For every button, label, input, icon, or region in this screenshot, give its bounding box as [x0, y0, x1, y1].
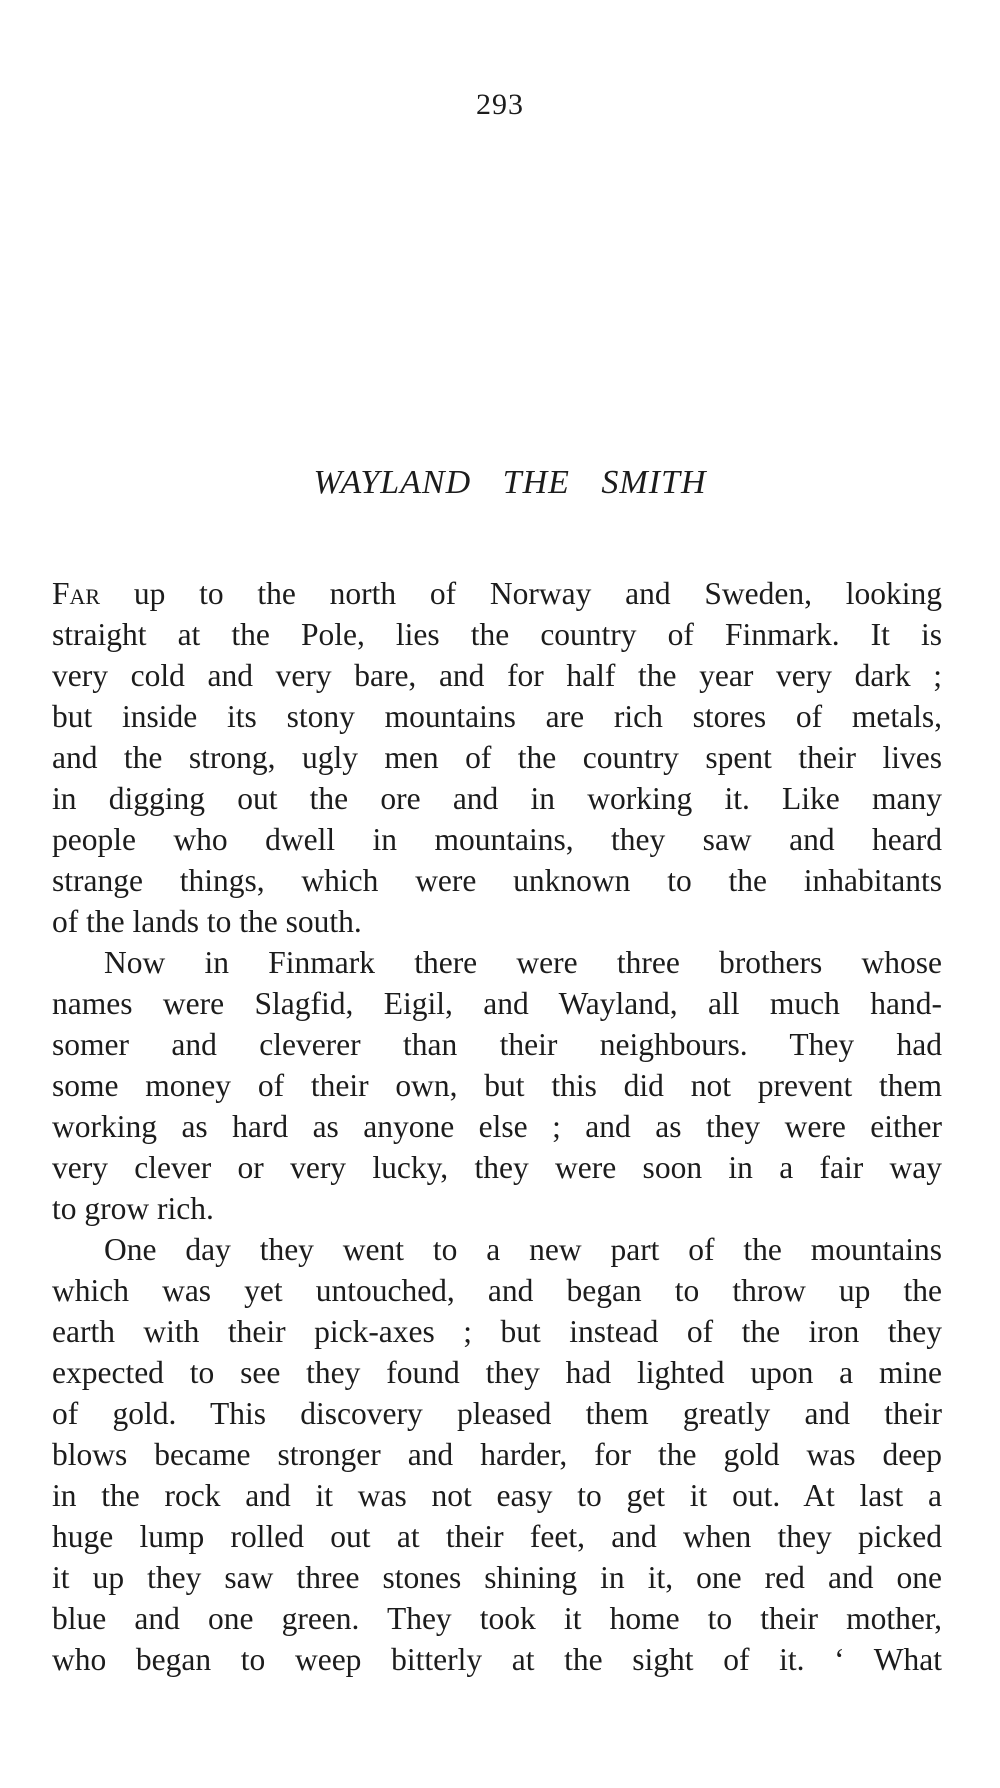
- paragraph-2: [52, 942, 942, 1229]
- text-line: very cold and very bare, and for half the year very dark ;: [52, 658, 942, 693]
- paragraph-3: [52, 1229, 942, 1680]
- text-line: blue and one green. They took it home to their mother,: [52, 1601, 942, 1636]
- text-line: Far up to the north of Norway and Sweden, looking: [52, 576, 942, 611]
- chapter-title: WAYLAND THE SMITH: [313, 464, 707, 501]
- text-line: it up they saw three stones shining in it, one red and one: [52, 1560, 942, 1595]
- text-line: blows became stronger and harder, for the gold was deep: [52, 1437, 942, 1472]
- text-line: of gold. This discovery pleased them greatly and their: [52, 1396, 942, 1431]
- body-text: [52, 573, 942, 1680]
- text-line: working as hard as anyone else ; and as they were either: [52, 1109, 942, 1144]
- text-line: who began to weep bitterly at the sight of it. ‘ What: [52, 1642, 942, 1677]
- text-line: expected to see they found they had lighted upon a mine: [52, 1355, 942, 1390]
- text-line: to grow rich.: [52, 1191, 214, 1226]
- drop-lead-word: Far: [52, 576, 101, 611]
- page-number: 293: [476, 88, 524, 121]
- text-line: and the strong, ugly men of the country spent their lives: [52, 740, 942, 775]
- text-line: One day they went to a new part of the mountains: [104, 1232, 942, 1267]
- text-line: very clever or very lucky, they were soon in a fair way: [52, 1150, 942, 1185]
- text-line: huge lump rolled out at their feet, and when they picked: [52, 1519, 942, 1554]
- text-line: earth with their pick-axes ; but instead of the iron they: [52, 1314, 942, 1349]
- text-line: but inside its stony mountains are rich stores of metals,: [52, 699, 942, 734]
- text-line: straight at the Pole, lies the country of Finmark. It is: [52, 617, 942, 652]
- text-line: in the rock and it was not easy to get it out. At last a: [52, 1478, 942, 1513]
- text-line: some money of their own, but this did not prevent them: [52, 1068, 942, 1103]
- text-line: which was yet untouched, and began to throw up the: [52, 1273, 942, 1308]
- text-line: somer and cleverer than their neighbours. They had: [52, 1027, 942, 1062]
- text-line: strange things, which were unknown to the inhabitants: [52, 863, 942, 898]
- text-line: of the lands to the south.: [52, 904, 362, 939]
- text-line: people who dwell in mountains, they saw and heard: [52, 822, 942, 857]
- text-line: in digging out the ore and in working it. Like many: [52, 781, 942, 816]
- text-line: Now in Finmark there were three brothers whose: [104, 945, 942, 980]
- text-line: names were Slagfid, Eigil, and Wayland, all much hand-: [52, 986, 942, 1021]
- paragraph-1: [52, 573, 942, 942]
